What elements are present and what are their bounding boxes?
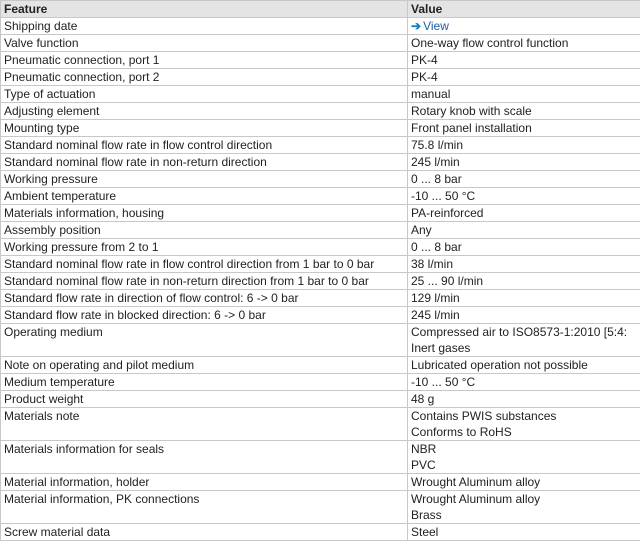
feature-cell: Standard nominal flow rate in non-return direction xyxy=(1,154,408,171)
value-cell xyxy=(408,188,640,205)
table-row xyxy=(1,103,640,120)
table-row xyxy=(1,474,640,491)
value-line: 48 g xyxy=(411,391,637,407)
feature-cell: Standard nominal flow rate in flow control direction xyxy=(1,137,408,154)
feature-cell: Working pressure xyxy=(1,171,408,188)
table-row xyxy=(1,18,640,35)
table-row xyxy=(1,441,640,474)
value-line: -10 ... 50 °C xyxy=(411,188,637,204)
table-row xyxy=(1,239,640,256)
value-line: 38 l/min xyxy=(411,256,637,272)
value-cell xyxy=(408,273,640,290)
value-line: Steel xyxy=(411,524,637,540)
feature-cell: Ambient temperature xyxy=(1,188,408,205)
value-cell xyxy=(408,408,640,441)
value-line: 0 ... 8 bar xyxy=(411,239,637,255)
feature-cell: Pneumatic connection, port 2 xyxy=(1,69,408,86)
view-link[interactable]: View xyxy=(423,19,449,33)
value-line: Conforms to RoHS xyxy=(411,424,637,440)
value-cell xyxy=(408,86,640,103)
value-cell xyxy=(408,222,640,239)
value-cell xyxy=(408,307,640,324)
feature-cell: Operating medium xyxy=(1,324,408,357)
table-row xyxy=(1,205,640,222)
value-line: Wrought Aluminum alloy xyxy=(411,474,637,490)
feature-cell: Adjusting element xyxy=(1,103,408,120)
value-cell xyxy=(408,103,640,120)
value-line: NBR xyxy=(411,441,637,457)
value-line: Front panel installation xyxy=(411,120,637,136)
value-cell xyxy=(408,120,640,137)
value-line: 75.8 l/min xyxy=(411,137,637,153)
value-line[interactable] xyxy=(411,18,637,34)
feature-cell: Type of actuation xyxy=(1,86,408,103)
value-cell xyxy=(408,205,640,222)
value-line: 245 l/min xyxy=(411,307,637,323)
value-cell xyxy=(408,391,640,408)
feature-cell: Materials information for seals xyxy=(1,441,408,474)
value-cell xyxy=(408,290,640,307)
table-header-row xyxy=(1,1,640,18)
table-row xyxy=(1,137,640,154)
table-row xyxy=(1,324,640,357)
table-row xyxy=(1,35,640,52)
value-line: manual xyxy=(411,86,637,102)
feature-cell: Medium temperature xyxy=(1,374,408,391)
table-row xyxy=(1,86,640,103)
value-cell xyxy=(408,374,640,391)
feature-cell: Working pressure from 2 to 1 xyxy=(1,239,408,256)
value-line: PVC xyxy=(411,457,637,473)
value-cell xyxy=(408,239,640,256)
table-row xyxy=(1,273,640,290)
value-cell xyxy=(408,35,640,52)
feature-cell: Materials information, housing xyxy=(1,205,408,222)
table-row xyxy=(1,391,640,408)
value-cell xyxy=(408,256,640,273)
feature-cell: Material information, PK connections xyxy=(1,491,408,524)
value-cell xyxy=(408,491,640,524)
value-cell xyxy=(408,474,640,491)
value-line: One-way flow control function xyxy=(411,35,637,51)
table-row xyxy=(1,188,640,205)
table-row xyxy=(1,290,640,307)
feature-cell: Assembly position xyxy=(1,222,408,239)
feature-cell: Standard nominal flow rate in flow control direction from 1 bar to 0 bar xyxy=(1,256,408,273)
feature-cell: Materials note xyxy=(1,408,408,441)
table-body xyxy=(1,18,640,541)
value-line: Wrought Aluminum alloy xyxy=(411,491,637,507)
feature-cell: Valve function xyxy=(1,35,408,52)
table-row xyxy=(1,524,640,541)
value-line: Lubricated operation not possible xyxy=(411,357,637,373)
feature-cell: Mounting type xyxy=(1,120,408,137)
value-line: -10 ... 50 °C xyxy=(411,374,637,390)
value-cell xyxy=(408,69,640,86)
value-cell xyxy=(408,441,640,474)
value-line: 25 ... 90 l/min xyxy=(411,273,637,289)
feature-cell: Standard nominal flow rate in non-return direction from 1 bar to 0 bar xyxy=(1,273,408,290)
value-line: 129 l/min xyxy=(411,290,637,306)
feature-cell: Shipping date xyxy=(1,18,408,35)
table-row xyxy=(1,256,640,273)
value-line: Contains PWIS substances xyxy=(411,408,637,424)
feature-cell: Standard flow rate in direction of flow control: 6 -> 0 bar xyxy=(1,290,408,307)
value-line: PK-4 xyxy=(411,52,637,68)
value-cell xyxy=(408,52,640,69)
arrow-right-icon: ➔ xyxy=(411,19,421,33)
table-row xyxy=(1,222,640,239)
value-cell xyxy=(408,171,640,188)
value-line: Compressed air to ISO8573-1:2010 [5:4: xyxy=(411,324,637,340)
table-row xyxy=(1,357,640,374)
value-cell[interactable] xyxy=(408,18,640,35)
value-line: PA-reinforced xyxy=(411,205,637,221)
value-cell xyxy=(408,524,640,541)
value-cell xyxy=(408,154,640,171)
table-row xyxy=(1,408,640,441)
value-cell xyxy=(408,324,640,357)
feature-cell: Pneumatic connection, port 1 xyxy=(1,52,408,69)
table-row xyxy=(1,120,640,137)
feature-cell: Note on operating and pilot medium xyxy=(1,357,408,374)
feature-cell: Standard flow rate in blocked direction: 6 -> 0 bar xyxy=(1,307,408,324)
table-row xyxy=(1,374,640,391)
value-column-header: Value xyxy=(408,1,640,18)
value-line: Inert gases xyxy=(411,340,637,356)
feature-cell: Screw material data xyxy=(1,524,408,541)
value-cell xyxy=(408,357,640,374)
value-cell xyxy=(408,137,640,154)
feature-column-header: Feature xyxy=(1,1,408,18)
feature-cell: Material information, holder xyxy=(1,474,408,491)
value-line: Brass xyxy=(411,507,637,523)
value-line: Any xyxy=(411,222,637,238)
feature-cell: Product weight xyxy=(1,391,408,408)
table-row xyxy=(1,307,640,324)
table-row xyxy=(1,171,640,188)
table-row xyxy=(1,491,640,524)
value-line: Rotary knob with scale xyxy=(411,103,637,119)
value-line: 0 ... 8 bar xyxy=(411,171,637,187)
table-row xyxy=(1,52,640,69)
value-line: 245 l/min xyxy=(411,154,637,170)
value-line: PK-4 xyxy=(411,69,637,85)
table-row xyxy=(1,154,640,171)
table-row xyxy=(1,69,640,86)
